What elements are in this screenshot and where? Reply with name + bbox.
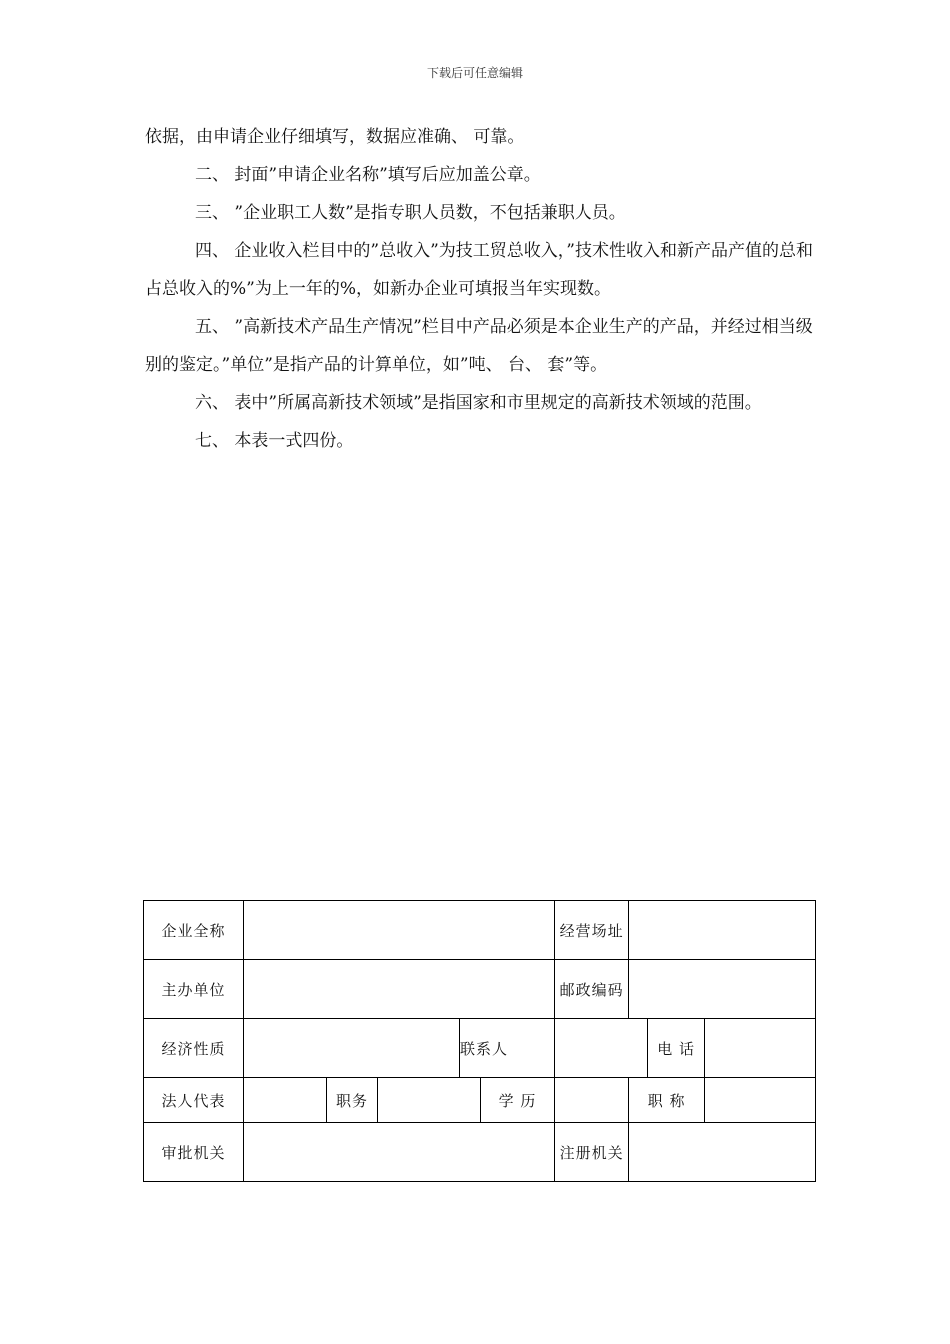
- paragraph-1: 依据，由申请企业仔细填写，数据应准确、 可靠。: [145, 127, 525, 147]
- postal-code-field[interactable]: [629, 960, 816, 1019]
- education-field[interactable]: [555, 1078, 629, 1123]
- form-row-4: [144, 1078, 816, 1123]
- economic-nature-label: 经济性质: [144, 1019, 244, 1078]
- company-info-form: [143, 900, 816, 1182]
- contact-field[interactable]: [555, 1019, 648, 1078]
- paragraph-2: 二、 封面”申请企业名称”填写后应加盖公章。: [195, 165, 541, 185]
- registration-authority-field[interactable]: [629, 1123, 816, 1182]
- paragraph-7: 七、 本表一式四份。: [195, 431, 354, 451]
- legal-rep-label: 法人代表: [144, 1078, 244, 1123]
- paragraph-3: 三、 ”企业职工人数”是指专职人员数，不包括兼职人员。: [195, 203, 626, 223]
- education-label: 学 历: [481, 1078, 555, 1123]
- position-label: 职务: [327, 1078, 378, 1123]
- company-name-label: 企业全称: [144, 901, 244, 960]
- sponsor-label: 主办单位: [144, 960, 244, 1019]
- postal-code-label: 邮政编码: [555, 960, 629, 1019]
- form-row-2: [144, 960, 816, 1019]
- approval-authority-field[interactable]: [244, 1123, 555, 1182]
- title-field[interactable]: [705, 1078, 816, 1123]
- form-row-3: [144, 1019, 816, 1078]
- approval-authority-label: 审批机关: [144, 1123, 244, 1182]
- paragraph-4: 四、 企业收入栏目中的”总收入”为技工贸总收入，”技术性收入和新产品产值的总和占总收入的%”为上一年的%，如新办企业可填报当年实现数。: [145, 241, 813, 299]
- form-row-5: [144, 1123, 816, 1182]
- phone-field[interactable]: [705, 1019, 816, 1078]
- position-field[interactable]: [378, 1078, 481, 1123]
- business-address-field[interactable]: [629, 901, 816, 960]
- economic-nature-field[interactable]: [244, 1019, 460, 1078]
- business-address-label: 经营场址: [555, 901, 629, 960]
- phone-label: 电 话: [648, 1019, 705, 1078]
- registration-authority-label: 注册机关: [555, 1123, 629, 1182]
- page-header: 下载后可任意编辑: [426, 66, 523, 80]
- legal-rep-field[interactable]: [244, 1078, 327, 1123]
- sponsor-field[interactable]: [244, 960, 555, 1019]
- company-name-field[interactable]: [244, 901, 555, 960]
- form-row-1: [144, 901, 816, 960]
- paragraph-5: 五、 ”高新技术产品生产情况”栏目中产品必须是本企业生产的产品，并经过相当级别的鉴定。”单位”是指产品的计算单位，如”吨、 台、 套”等。: [145, 317, 813, 375]
- title-label: 职 称: [629, 1078, 705, 1123]
- instructions-text: [145, 118, 813, 460]
- contact-label: 联系人: [460, 1019, 555, 1078]
- paragraph-6: 六、 表中”所属高新技术领域”是指国家和市里规定的高新技术领域的范围。: [195, 393, 762, 413]
